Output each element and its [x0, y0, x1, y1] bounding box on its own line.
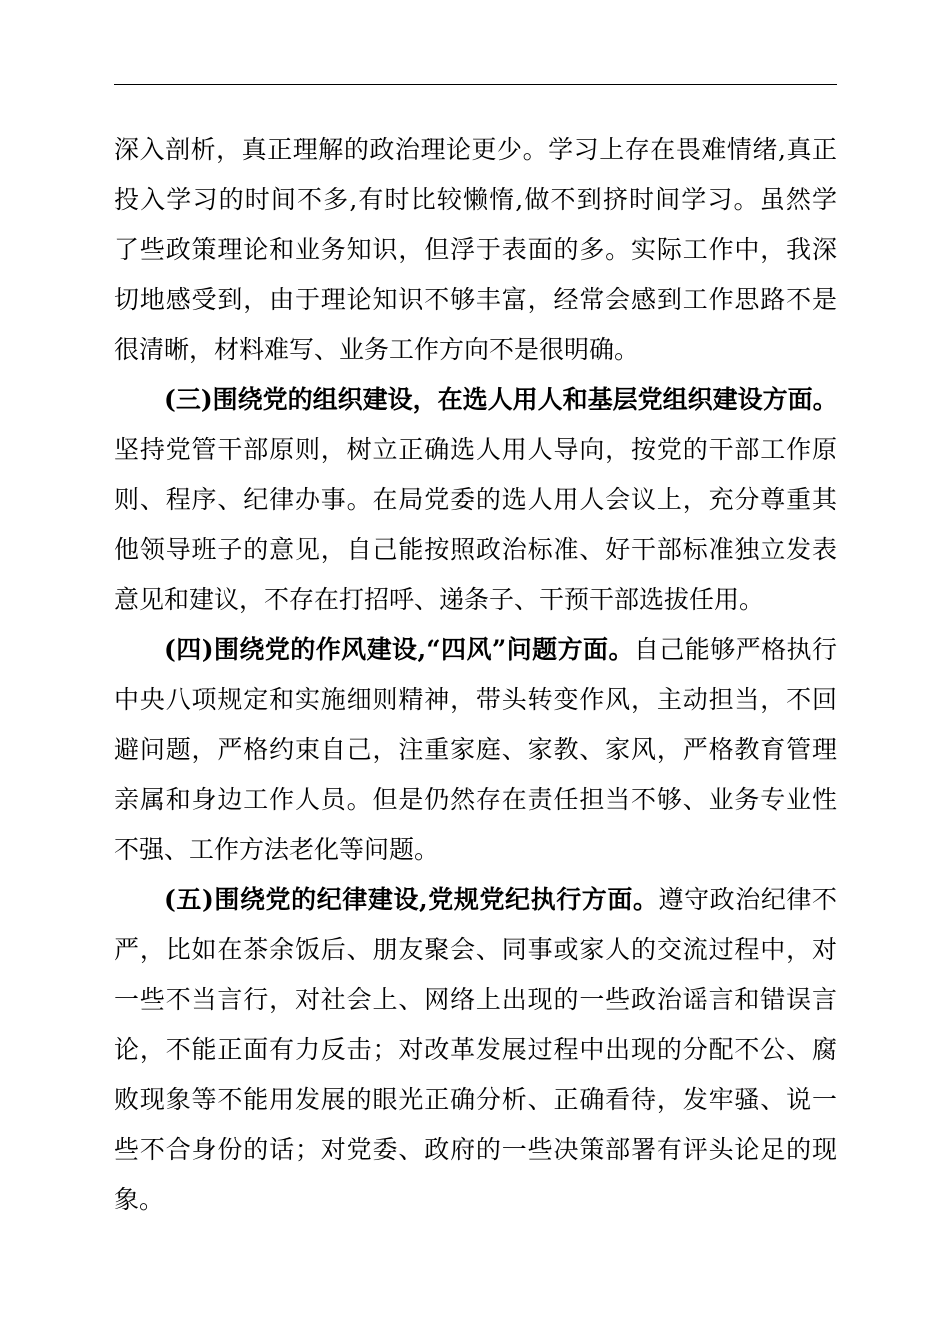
text-line: 严，比如在茶余饭后、朋友聚会、同事或家人的交流过程中，对: [114, 935, 837, 964]
text-line: 一些不当言行，对社会上、网络上出现的一些政治谣言和错误言: [114, 985, 837, 1014]
paragraph-theory-study: [114, 125, 837, 375]
heading-line-rest: 自己能够严格执行: [633, 635, 837, 664]
section-heading: (四)围绕党的作风建设,“四风”问题方面。: [164, 635, 634, 664]
text-line: 象。: [114, 1185, 165, 1214]
text-line: 不强、工作方法老化等问题。: [114, 835, 440, 864]
document-body: [114, 125, 837, 1225]
text-line: 深入剖析，真正理解的政治理论更少。学习上存在畏难情绪,真正: [114, 135, 837, 164]
text-line: 论，不能正面有力反击；对改革发展过程中出现的分配不公、腐: [114, 1035, 837, 1064]
paragraph-organization-building: [114, 375, 837, 625]
text-line: 切地感受到，由于理论知识不够丰富，经常会感到工作思路不是: [114, 285, 837, 314]
heading-line: [114, 625, 837, 675]
section-heading: (三)围绕党的组织建设，在选人用人和基层党组织建设方面。: [164, 385, 838, 414]
header-rule: [114, 84, 837, 85]
paragraph-work-style: [114, 625, 837, 875]
section-heading: (五)围绕党的纪律建设,党规党纪执行方面。: [164, 885, 659, 914]
heading-line-rest: 遵守政治纪律不: [658, 885, 837, 914]
paragraph-discipline: [114, 875, 837, 1225]
text-line: 则、程序、纪律办事。在局党委的选人用人会议上，充分尊重其: [114, 485, 837, 514]
text-line: 亲属和身边工作人员。但是仍然存在责任担当不够、业务专业性: [114, 785, 837, 814]
text-line: 败现象等不能用发展的眼光正确分析、正确看待，发牢骚、说一: [114, 1085, 837, 1114]
text-line: 很清晰，材料难写、业务工作方向不是很明确。: [114, 335, 640, 364]
text-line: 坚持党管干部原则，树立正确选人用人导向，按党的干部工作原: [114, 435, 837, 464]
text-line: 投入学习的时间不多,有时比较懒惰,做不到挤时间学习。虽然学: [114, 185, 837, 214]
text-line: 些不合身份的话；对党委、政府的一些决策部署有评头论足的现: [114, 1135, 837, 1164]
text-line: 避问题，严格约束自己，注重家庭、家教、家风，严格教育管理: [114, 735, 837, 764]
text-line: 中央八项规定和实施细则精神，带头转变作风，主动担当，不回: [114, 685, 837, 714]
text-line: 他领导班子的意见，自己能按照政治标准、好干部标准独立发表: [114, 535, 837, 564]
text-line: 了些政策理论和业务知识，但浮于表面的多。实际工作中，我深: [114, 235, 837, 264]
text-line: 意见和建议，不存在打招呼、递条子、干预干部选拔任用。: [114, 585, 765, 614]
heading-line: [114, 875, 837, 925]
